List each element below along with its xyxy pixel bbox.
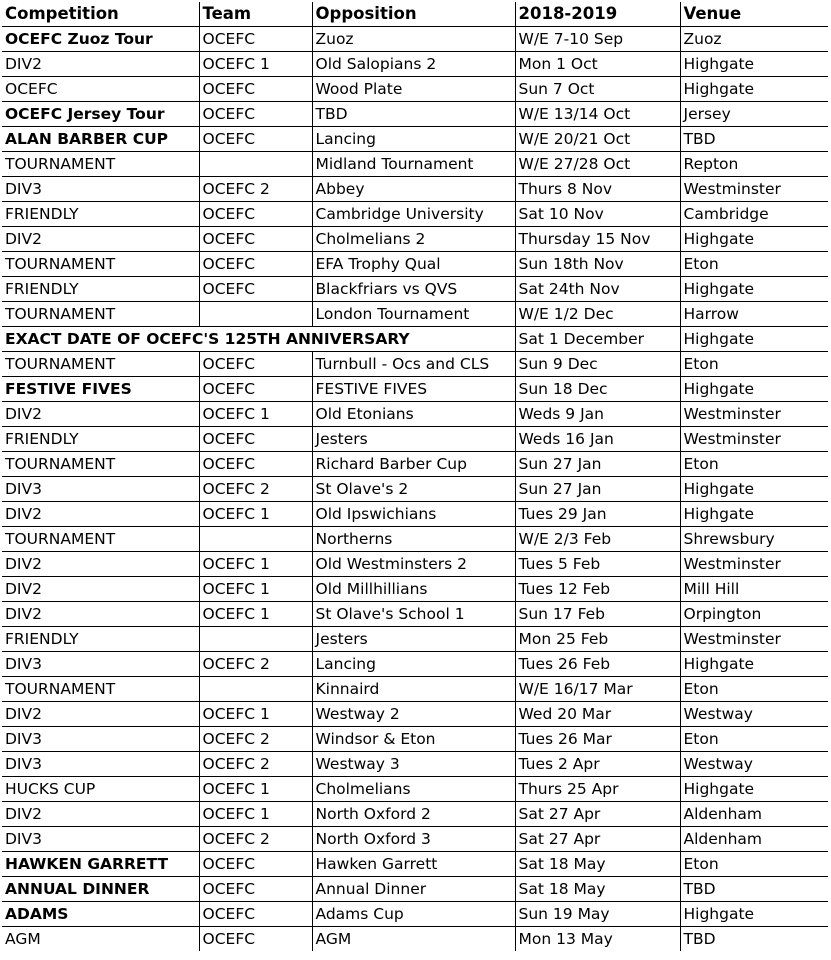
cell-date: Mon 25 Feb [515,627,680,652]
cell-opposition: Westway 2 [312,702,515,727]
cell-date: Sat 18 May [515,852,680,877]
cell-venue: Eton [680,727,828,752]
cell-opposition: Old Etonians [312,402,515,427]
cell-team: OCEFC 1 [199,52,312,77]
table-row [2,677,828,702]
cell-opposition: Blackfriars vs QVS [312,277,515,302]
cell-team: OCEFC 1 [199,577,312,602]
cell-competition: DIV3 [2,652,199,677]
cell-team [199,627,312,652]
cell-team: OCEFC 1 [199,802,312,827]
cell-competition: DIV2 [2,227,199,252]
cell-date: Sun 18 Dec [515,377,680,402]
cell-venue: TBD [680,877,828,902]
cell-competition: TOURNAMENT [2,527,199,552]
cell-team: OCEFC [199,452,312,477]
cell-competition: OCEFC [2,77,199,102]
cell-opposition: FESTIVE FIVES [312,377,515,402]
cell-competition: DIV2 [2,802,199,827]
table-row [2,52,828,77]
table-row [2,877,828,902]
table-row [2,377,828,402]
cell-opposition: St Olave's School 1 [312,602,515,627]
cell-competition: TOURNAMENT [2,677,199,702]
cell-venue: Highgate [680,502,828,527]
cell-date: W/E 7-10 Sep [515,27,680,52]
cell-venue: Highgate [680,77,828,102]
table-row [2,277,828,302]
cell-date: W/E 20/21 Oct [515,127,680,152]
cell-venue: Westminster [680,627,828,652]
table-row [2,827,828,852]
cell-date: Thurs 25 Apr [515,777,680,802]
cell-opposition: Lancing [312,127,515,152]
cell-competition: HUCKS CUP [2,777,199,802]
table-row [2,452,828,477]
table-row [2,127,828,152]
table-row [2,752,828,777]
cell-venue: Eton [680,452,828,477]
cell-date: Weds 16 Jan [515,427,680,452]
cell-team: OCEFC 1 [199,702,312,727]
cell-date: Mon 13 May [515,927,680,952]
cell-date: Sat 10 Nov [515,202,680,227]
cell-opposition: TBD [312,102,515,127]
cell-team: OCEFC [199,277,312,302]
cell-opposition: Cholmelians 2 [312,227,515,252]
cell-venue: Westminster [680,177,828,202]
table-row [2,577,828,602]
cell-team [199,677,312,702]
cell-team: OCEFC [199,427,312,452]
cell-team: OCEFC 2 [199,827,312,852]
cell-date: Tues 12 Feb [515,577,680,602]
cell-competition: AGM [2,927,199,952]
cell-team: OCEFC [199,27,312,52]
cell-team: OCEFC 2 [199,727,312,752]
cell-competition: DIV2 [2,577,199,602]
header-team: Team [199,2,312,27]
cell-venue: Aldenham [680,827,828,852]
cell-team: OCEFC [199,127,312,152]
cell-team: OCEFC [199,902,312,927]
cell-team: OCEFC 2 [199,752,312,777]
cell-team: OCEFC 1 [199,402,312,427]
header-opposition: Opposition [312,2,515,27]
cell-competition: FRIENDLY [2,202,199,227]
cell-team: OCEFC [199,877,312,902]
cell-competition: FRIENDLY [2,277,199,302]
cell-team: OCEFC [199,102,312,127]
cell-venue: Repton [680,152,828,177]
table-row [2,302,828,327]
cell-competition: DIV2 [2,702,199,727]
cell-opposition: Old Ipswichians [312,502,515,527]
table-row [2,227,828,252]
cell-team: OCEFC [199,927,312,952]
cell-competition: DIV3 [2,477,199,502]
cell-venue: Highgate [680,477,828,502]
cell-opposition: AGM [312,927,515,952]
cell-opposition: Old Westminsters 2 [312,552,515,577]
cell-competition: DIV3 [2,177,199,202]
cell-opposition: Annual Dinner [312,877,515,902]
cell-venue: Harrow [680,302,828,327]
cell-date: Sun 27 Jan [515,452,680,477]
cell-venue: Highgate [680,52,828,77]
cell-team: OCEFC 2 [199,652,312,677]
cell-competition: DIV3 [2,752,199,777]
table-row [2,727,828,752]
cell-competition: HAWKEN GARRETT [2,852,199,877]
cell-date: Sat 27 Apr [515,802,680,827]
cell-date: Thursday 15 Nov [515,227,680,252]
cell-team: OCEFC [199,377,312,402]
cell-opposition: Northerns [312,527,515,552]
table-row [2,102,828,127]
cell-venue: Eton [680,852,828,877]
cell-opposition: North Oxford 2 [312,802,515,827]
cell-team: OCEFC [199,77,312,102]
cell-competition: TOURNAMENT [2,302,199,327]
header-competition: Competition [2,2,199,27]
table-row [2,527,828,552]
cell-opposition: EFA Trophy Qual [312,252,515,277]
table-row [2,202,828,227]
cell-venue: Highgate [680,277,828,302]
cell-date: Sun 7 Oct [515,77,680,102]
cell-date: Sun 18th Nov [515,252,680,277]
cell-opposition: Windsor & Eton [312,727,515,752]
cell-date: Tues 29 Jan [515,502,680,527]
cell-opposition: Old Millhillians [312,577,515,602]
cell-team: OCEFC [199,852,312,877]
cell-competition: FRIENDLY [2,427,199,452]
cell-venue: Westminster [680,427,828,452]
cell-venue: Eton [680,677,828,702]
cell-opposition: Cholmelians [312,777,515,802]
table-row [2,252,828,277]
table-row [2,702,828,727]
cell-opposition: St Olave's 2 [312,477,515,502]
table-row [2,627,828,652]
cell-team: OCEFC 2 [199,177,312,202]
cell-venue: Zuoz [680,27,828,52]
cell-competition: EXACT DATE OF OCEFC'S 125TH ANNIVERSARY [2,327,515,352]
cell-date: Tues 2 Apr [515,752,680,777]
cell-date: Sat 24th Nov [515,277,680,302]
header-venue: Venue [680,2,828,27]
cell-team: OCEFC 1 [199,602,312,627]
table-row [2,902,828,927]
cell-date: W/E 2/3 Feb [515,527,680,552]
cell-opposition: Turnbull - Ocs and CLS [312,352,515,377]
cell-venue: Orpington [680,602,828,627]
cell-competition: TOURNAMENT [2,252,199,277]
cell-venue: Highgate [680,327,828,352]
cell-date: Wed 20 Mar [515,702,680,727]
cell-opposition: Jesters [312,627,515,652]
cell-date: W/E 13/14 Oct [515,102,680,127]
cell-team: OCEFC 1 [199,552,312,577]
cell-opposition: Westway 3 [312,752,515,777]
cell-opposition: Midland Tournament [312,152,515,177]
cell-venue: Westway [680,702,828,727]
cell-opposition: Lancing [312,652,515,677]
cell-team: OCEFC 1 [199,777,312,802]
cell-opposition: Zuoz [312,27,515,52]
cell-opposition: North Oxford 3 [312,827,515,852]
cell-competition: DIV3 [2,727,199,752]
cell-competition: DIV3 [2,827,199,852]
cell-venue: Cambridge [680,202,828,227]
cell-date: Mon 1 Oct [515,52,680,77]
cell-competition: DIV2 [2,52,199,77]
cell-date: Sun 27 Jan [515,477,680,502]
cell-date: Sun 9 Dec [515,352,680,377]
cell-venue: Jersey [680,102,828,127]
cell-team: OCEFC [199,227,312,252]
cell-opposition: Cambridge University [312,202,515,227]
cell-venue: Westminster [680,552,828,577]
cell-team: OCEFC [199,252,312,277]
cell-venue: Eton [680,252,828,277]
cell-competition: ANNUAL DINNER [2,877,199,902]
table-row [2,77,828,102]
cell-date: Tues 26 Mar [515,727,680,752]
cell-venue: Westway [680,752,828,777]
cell-team: OCEFC 1 [199,502,312,527]
cell-team: OCEFC [199,202,312,227]
cell-date: Thurs 8 Nov [515,177,680,202]
cell-date: W/E 27/28 Oct [515,152,680,177]
table-row [2,802,828,827]
cell-venue: TBD [680,127,828,152]
cell-venue: Eton [680,352,828,377]
table-row [2,477,828,502]
cell-opposition: Adams Cup [312,902,515,927]
table-row [2,152,828,177]
table-row [2,602,828,627]
cell-date: Tues 5 Feb [515,552,680,577]
cell-competition: DIV2 [2,402,199,427]
table-row [2,552,828,577]
cell-date: W/E 1/2 Dec [515,302,680,327]
cell-team: OCEFC 2 [199,477,312,502]
cell-team [199,302,312,327]
table-row [2,177,828,202]
table-row [2,777,828,802]
cell-venue: Highgate [680,902,828,927]
cell-venue: Highgate [680,777,828,802]
cell-competition: DIV2 [2,552,199,577]
cell-opposition: Hawken Garrett [312,852,515,877]
cell-competition: ADAMS [2,902,199,927]
cell-opposition: Old Salopians 2 [312,52,515,77]
table-row [2,427,828,452]
fixtures-table [2,2,828,951]
table-row [2,652,828,677]
fixtures-body [2,27,828,952]
cell-team: OCEFC [199,352,312,377]
cell-competition: FESTIVE FIVES [2,377,199,402]
cell-venue: Westminster [680,402,828,427]
table-row [2,852,828,877]
cell-opposition: London Tournament [312,302,515,327]
cell-opposition: Jesters [312,427,515,452]
cell-venue: Shrewsbury [680,527,828,552]
cell-venue: TBD [680,927,828,952]
cell-opposition: Abbey [312,177,515,202]
cell-team [199,152,312,177]
cell-date: Sat 18 May [515,877,680,902]
cell-venue: Highgate [680,652,828,677]
cell-venue: Highgate [680,377,828,402]
cell-competition: OCEFC Jersey Tour [2,102,199,127]
table-row [2,502,828,527]
cell-competition: TOURNAMENT [2,452,199,477]
cell-competition: TOURNAMENT [2,152,199,177]
table-row [2,327,828,352]
cell-competition: DIV2 [2,602,199,627]
header-season: 2018-2019 [515,2,680,27]
cell-date: Weds 9 Jan [515,402,680,427]
cell-opposition: Wood Plate [312,77,515,102]
cell-date: Tues 26 Feb [515,652,680,677]
header-row [2,2,828,27]
cell-team [199,527,312,552]
table-row [2,352,828,377]
cell-competition: FRIENDLY [2,627,199,652]
cell-competition: TOURNAMENT [2,352,199,377]
cell-venue: Mill Hill [680,577,828,602]
table-row [2,927,828,952]
cell-date: Sat 1 December [515,327,680,352]
table-row [2,402,828,427]
cell-competition: DIV2 [2,502,199,527]
cell-venue: Highgate [680,227,828,252]
cell-date: Sun 17 Feb [515,602,680,627]
cell-date: W/E 16/17 Mar [515,677,680,702]
cell-opposition: Kinnaird [312,677,515,702]
cell-opposition: Richard Barber Cup [312,452,515,477]
cell-competition: ALAN BARBER CUP [2,127,199,152]
table-row [2,27,828,52]
cell-venue: Aldenham [680,802,828,827]
cell-date: Sat 27 Apr [515,827,680,852]
cell-competition: OCEFC Zuoz Tour [2,27,199,52]
cell-date: Sun 19 May [515,902,680,927]
